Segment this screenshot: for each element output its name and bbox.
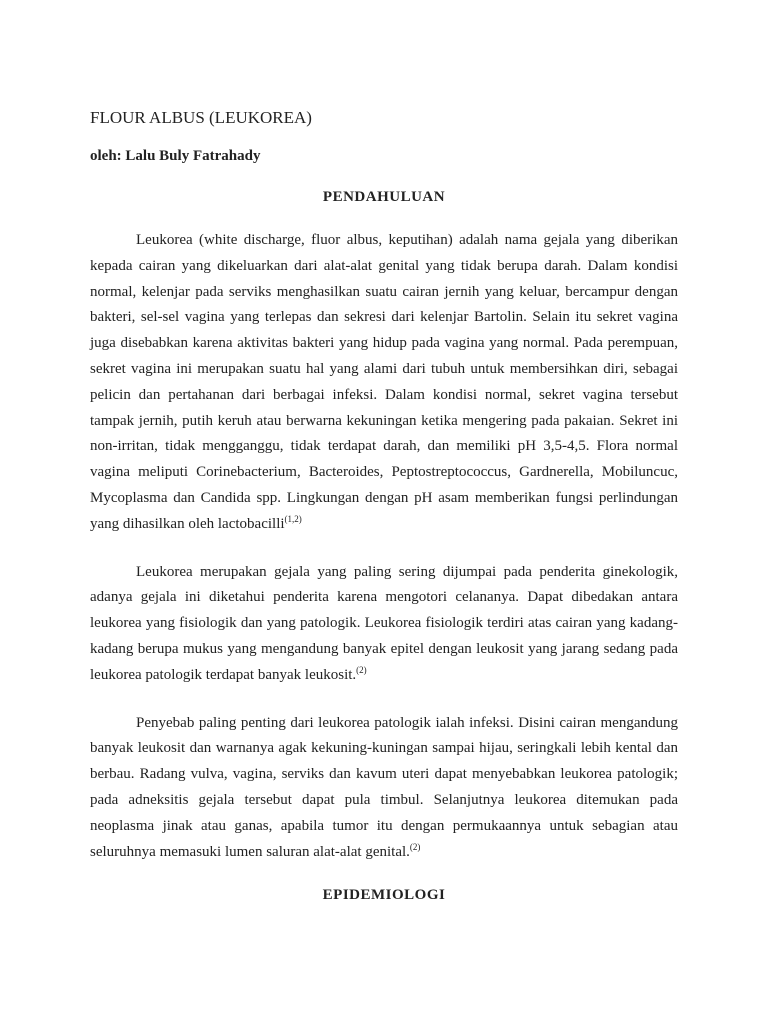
reference-marker: (1,2) bbox=[284, 513, 302, 524]
paragraph bbox=[90, 228, 678, 538]
reference-marker: (2) bbox=[409, 841, 421, 852]
reference-marker: (2) bbox=[356, 664, 367, 675]
paragraph bbox=[90, 711, 678, 866]
section-heading-pendahuluan: PENDAHULUAN bbox=[322, 189, 446, 205]
paragraph-text: Leukorea (white discharge, fluor albus, keputihan) adalah nama gejala yang diberikan kepada cairan yang dikeluarkan dari alat-alat genital yang tidak berupa darah. Dalam kondisi normal, kelenjar pada serviks menghasilkan suatu cairan jernih yang keluar, bercampur dengan bakteri, sel-sel vagina yang terlepas dan sekresi dari kelenjar Bartolin. Selain itu sekret vagina juga disebabkan karena aktivitas bakteri yang hidup pada vagina yang normal. Pada perempuan, sekret vagina ini merupakan suatu hal yang alami dari tubuh untuk membersihkan diri, sebagai pelicin dan pertahanan dari berbagai infeksi. Dalam kondisi normal, sekret vagina tersebut tampak jernih, putih keruh atau berwarna kekuningan ketika mengering pada pakaian. Sekret ini non-irritan, tidak mengganggu, tidak terdapat darah, dan memiliki pH 3,5-4,5. Flora normal vagina meliputi Corinebacterium, Bacteroides, Peptostreptococcus, Gardnerella, Mobiluncuc, Mycoplasma dan Candida spp. Lingkungan dengan pH asam memberikan fungsi perlindungan yang dihasilkan oleh lactobacilli bbox=[90, 232, 678, 532]
paragraph bbox=[90, 560, 678, 689]
document-title: FLOUR ALBUS (LEUKOREA) bbox=[90, 108, 312, 127]
section-heading-epidemiologi: EPIDEMIOLOGI bbox=[322, 887, 446, 904]
author-line: oleh: Lalu Buly Fatrahady bbox=[90, 148, 261, 164]
paragraph-text: Leukorea merupakan gejala yang paling sering dijumpai pada penderita ginekologik, adanya gejala ini diketahui penderita karena mengotori celananya. Dapat dibedakan antara leukorea yang fisiologik dan yang patologik. Leukorea fisiologik terdiri atas cairan yang kadang-kadang berupa mukus yang mengandung banyak epitel dengan leukosit yang jarang sedang pada leukorea patologik terdapat banyak leukosit. bbox=[90, 563, 678, 683]
paragraph-text: Penyebab paling penting dari leukorea patologik ialah infeksi. Disini cairan mengandung banyak leukosit dan warnanya agak kekuning-kuningan sampai hijau, seringkali lebih kental dan berbau. Radang vulva, vagina, serviks dan kavum uteri dapat menyebabkan leukorea patologik; pada adneksitis gejala tersebut dapat pula timbul. Selanjutnya leukorea ditemukan pada neoplasma jinak atau ganas, apabila tumor itu dengan permukaannya untuk sebagian atau seluruhnya memasuki lumen saluran alat-alat genital. bbox=[90, 714, 678, 860]
